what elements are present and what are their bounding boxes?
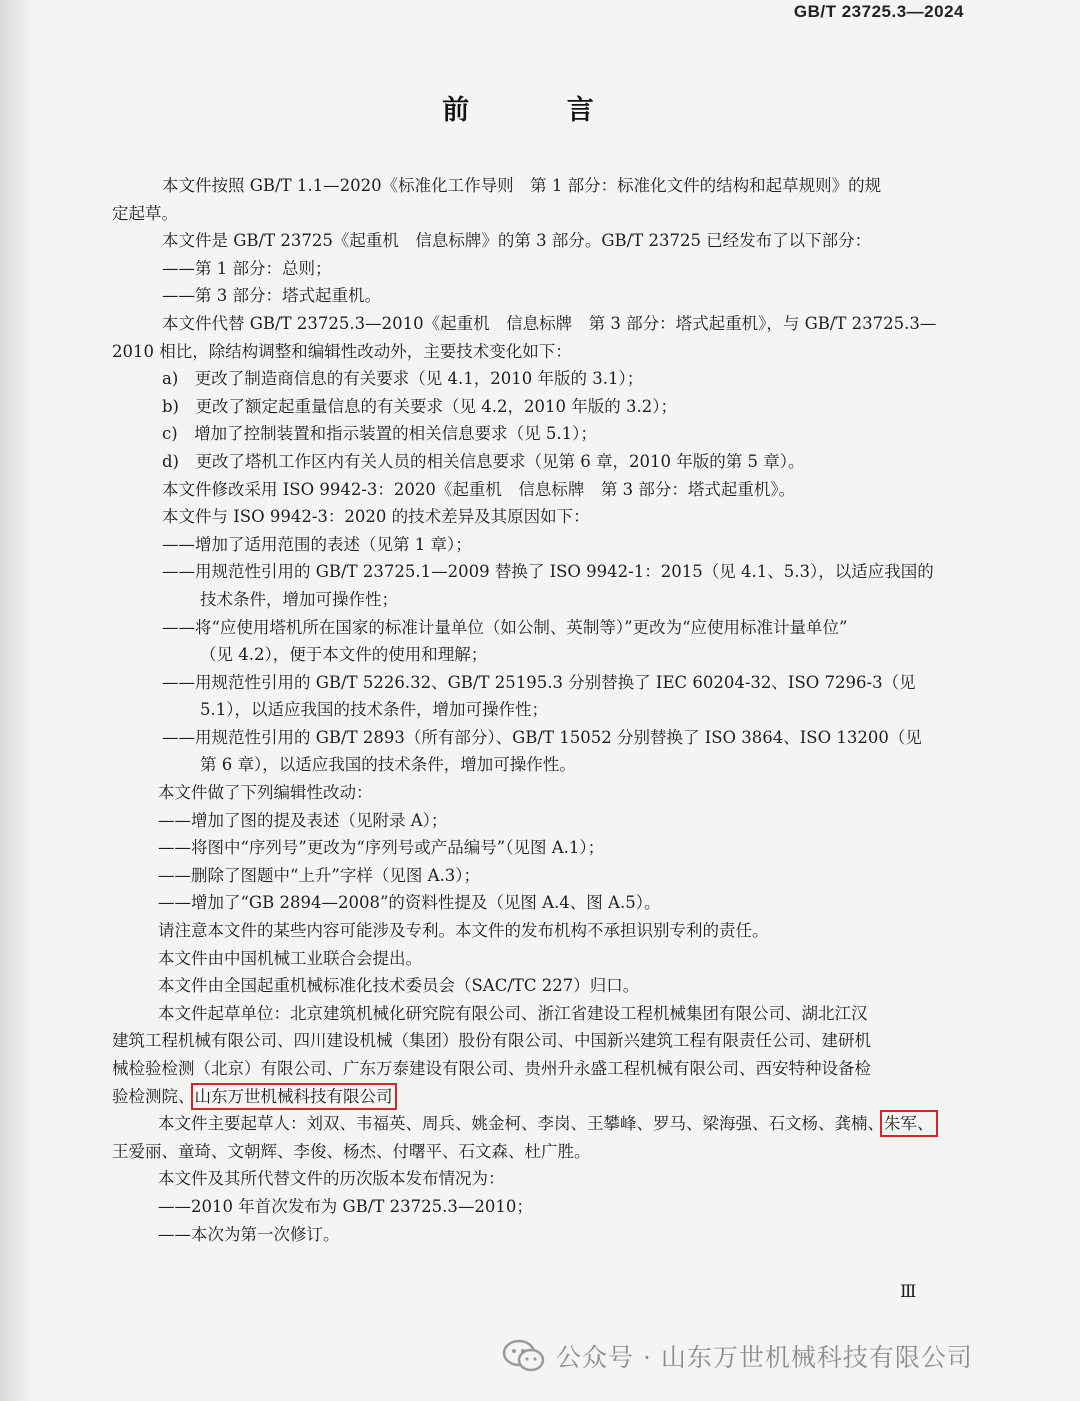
list-item: ——本次为第一次修订。 (158, 1224, 340, 1244)
text-line: 建筑工程机械有限公司、四川建设机械（集团）股份有限公司、中国新兴建筑工程有限责任公司、建研机 (112, 1031, 871, 1051)
text-line: 技术条件，增加可操作性； (200, 589, 398, 609)
text-line: 第 6 章），以适应我国的技术条件，增加可操作性。 (200, 755, 576, 775)
list-item: ——增加了适用范围的表述（见第 1 章）； (162, 534, 472, 554)
inspect-institute-text: 验检测院、 (112, 1086, 195, 1106)
text-line: 本文件由中国机械工业联合会提出。 (158, 948, 422, 968)
text-line: 2010 相比，除结构调整和编辑性改动外，主要技术变化如下： (112, 341, 572, 361)
text-line: 本文件做了下列编辑性改动： (158, 783, 373, 803)
list-item: a) 更改了制造商信息的有关要求（见 4.1，2010 年版的 3.1）； (162, 369, 644, 389)
list-item: b) 更改了额定起重量信息的有关要求（见 4.2，2010 年版的 3.2）； (162, 396, 677, 416)
list-item: ——用规范性引用的 GB/T 23725.1—2009 替换了 ISO 9942-1：2015（见 4.1、5.3），以适应我国的 (162, 562, 934, 582)
page-number: Ⅲ (900, 1282, 917, 1302)
text-line: 本文件与 ISO 9942-3：2020 的技术差异及其原因如下： (162, 507, 590, 527)
list-item: ——将“应使用塔机所在国家的标准计量单位（如公制、英制等）”更改为“应使用标准计量单位” (162, 617, 848, 637)
text-line: 本文件修改采用 ISO 9942-3：2020《起重机 信息标牌 第 3 部分：塔式起重机》。 (162, 479, 796, 499)
text-line: （见 4.2），便于本文件的使用和理解； (200, 645, 488, 665)
text-line: 械检验检测（北京）有限公司、广东万泰建设有限公司、贵州升永盛工程机械有限公司、西安特种设备检 (112, 1059, 871, 1078)
text-line: 5.1），以适应我国的技术条件，增加可操作性； (200, 700, 548, 720)
preface-body (112, 172, 952, 1248)
watermark-text: 公众号 · 山东万世机械科技有限公司 (556, 1343, 973, 1372)
wechat-icon (502, 1339, 546, 1373)
list-item: ——将图中“序列号”更改为“序列号或产品编号”（见图 A.1）； (158, 838, 605, 858)
list-item: ——增加了图的提及表述（见附录 A）； (158, 810, 448, 830)
text-line: 本文件代替 GB/T 23725.3—2010《起重机 信息标牌 第 3 部分：塔式起重机》，与 GB/T 23725.3— (162, 313, 937, 333)
text-line (112, 1110, 952, 1138)
list-item: c) 增加了控制装置和指示装置的相关信息要求（见 5.1）； (162, 424, 597, 444)
wechat-watermark (502, 1336, 973, 1376)
text-line: 王爱丽、童琦、文朝辉、李俊、杨杰、付曙平、石文森、杜广胜。 (112, 1141, 591, 1161)
scan-edge-shadow (0, 0, 32, 1401)
highlighted-company: 山东万世机械科技有限公司 (194, 1086, 393, 1106)
list-item: d) 更改了塔机工作区内有关人员的相关信息要求（见第 6 章，2010 年版的第 5 章）。 (162, 451, 805, 471)
text-line: 本文件起草单位：北京建筑机械化研究院有限公司、浙江省建设工程机械集团有限公司、湖北江汉 (158, 1003, 868, 1023)
text-line: 本文件及其所代替文件的历次版本发布情况为： (158, 1169, 505, 1189)
list-item: ——增加了“GB 2894—2008”的资料性提及（见图 A.4、图 A.5）。 (158, 893, 661, 913)
text-line: 本文件是 GB/T 23725《起重机 信息标牌》的第 3 部分。GB/T 23725 已经发布了以下部分： (162, 231, 872, 251)
text-line: 本文件按照 GB/T 1.1—2020《标准化工作导则 第 1 部分：标准化文件的结构和起草规则》的规 (162, 176, 882, 195)
text-line: 本文件由全国起重机械标准化技术委员会（SAC/TC 227）归口。 (158, 976, 640, 996)
standard-number: GB/T 23725.3—2024 (793, 2, 964, 21)
text-line: 请注意本文件的某些内容可能涉及专利。本文件的发布机构不承担识别专利的责任。 (158, 921, 769, 941)
page-title: 前 言 (442, 95, 638, 126)
text-line (112, 1083, 952, 1111)
highlighted-drafter: 朱军、 (884, 1114, 934, 1134)
drafters-text: 本文件主要起草人：刘双、韦福英、周兵、姚金柯、李岗、王攀峰、罗马、梁海强、石文杨、龚楠、 (158, 1114, 884, 1134)
list-item: ——用规范性引用的 GB/T 5226.32、GB/T 25195.3 分别替换了 IEC 60204-32、ISO 7296-3（见 (162, 672, 916, 692)
text-line: 定起草。 (112, 203, 178, 223)
list-item: ——2010 年首次发布为 GB/T 23725.3—2010； (158, 1196, 533, 1216)
list-item: ——删除了图题中“上升”字样（见图 A.3）； (158, 865, 481, 885)
text-line: ——第 3 部分：塔式起重机。 (162, 286, 381, 306)
list-item: ——用规范性引用的 GB/T 2893（所有部分）、GB/T 15052 分别替换了 ISO 3864、ISO 13200（见 (162, 727, 922, 747)
text-line: ——第 1 部分：总则； (162, 258, 332, 278)
